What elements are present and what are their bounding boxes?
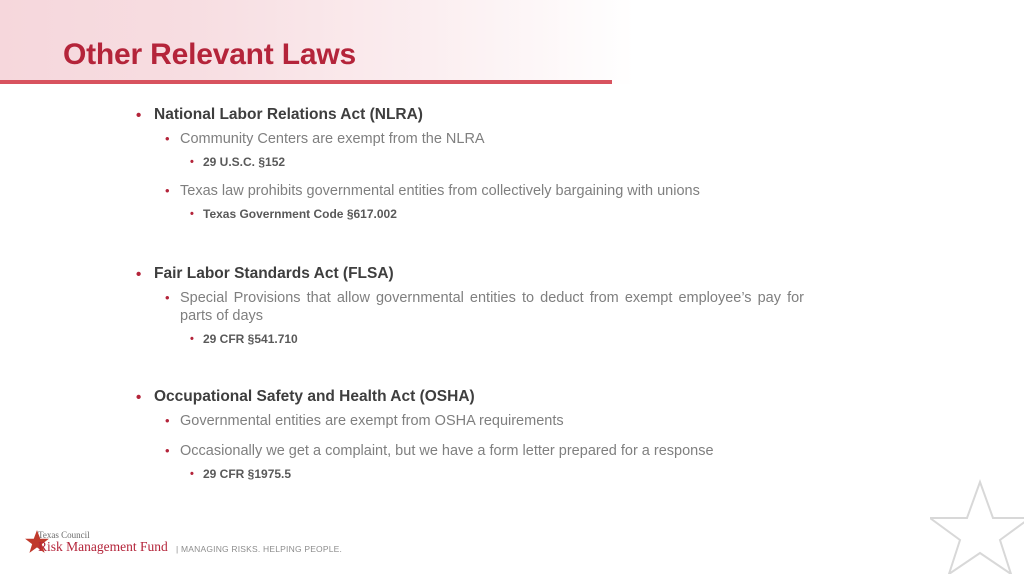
bullet-icon: • xyxy=(165,131,170,146)
footer-logo xyxy=(24,525,343,563)
page-title: Other Relevant Laws xyxy=(63,38,356,71)
bullet-nlra-exempt xyxy=(0,130,1024,148)
citation-tgc-617 xyxy=(0,206,1024,222)
decorative-star-outline-icon xyxy=(930,478,1024,574)
spacer xyxy=(0,430,1024,442)
citation-cfr-541 xyxy=(0,331,1024,347)
spacer xyxy=(0,347,1024,387)
section-heading-text: Occupational Safety and Health Act (OSHA) xyxy=(154,388,475,405)
bullet-text: Governmental entities are exempt from OSHA requirements xyxy=(180,413,564,429)
bullet-icon: • xyxy=(136,389,142,406)
header-underline-rule xyxy=(0,80,612,84)
bullet-icon: • xyxy=(190,333,194,345)
bullet-text: Community Centers are exempt from the NLRA xyxy=(180,131,485,147)
bullet-text: Texas law prohibits governmental entities from collectively bargaining with unions xyxy=(180,183,700,199)
section-heading-nlra xyxy=(0,105,1024,124)
bullet-icon: • xyxy=(165,183,170,198)
bullet-icon: • xyxy=(165,290,170,305)
bullet-icon: • xyxy=(190,156,194,168)
bullet-flsa-special-provisions xyxy=(0,289,1024,325)
logo-org-name: Texas Council xyxy=(38,530,90,540)
bullet-texas-bargaining xyxy=(0,182,1024,200)
bullet-osha-complaint xyxy=(0,442,1024,460)
bullet-icon: • xyxy=(165,443,170,458)
section-heading-text: Fair Labor Standards Act (FLSA) xyxy=(154,265,394,282)
citation-text: 29 CFR §541.710 xyxy=(203,332,298,346)
section-heading-osha xyxy=(0,387,1024,406)
logo-tagline: | MANAGING RISKS. HELPING PEOPLE. xyxy=(176,544,343,554)
citation-text: 29 U.S.C. §152 xyxy=(203,155,286,169)
spacer xyxy=(0,170,1024,182)
bullet-text: Occasionally we get a complaint, but we have a form letter prepared for a response xyxy=(180,443,714,459)
citation-cfr-1975 xyxy=(0,466,1024,482)
bullet-osha-exempt xyxy=(0,412,1024,430)
slide-body xyxy=(0,105,1024,482)
spacer xyxy=(0,222,1024,264)
bullet-text: Special Provisions that allow governmental entities to deduct from exempt employee’s pay for parts of days xyxy=(180,290,804,324)
citation-usc-152 xyxy=(0,154,1024,170)
logo-fund-name: Risk Management Fund xyxy=(38,539,168,554)
citation-text: 29 CFR §1975.5 xyxy=(203,467,292,481)
citation-text: Texas Government Code §617.002 xyxy=(203,207,397,221)
bullet-icon: • xyxy=(190,468,194,480)
section-heading-flsa xyxy=(0,264,1024,283)
bullet-icon: • xyxy=(136,107,142,124)
bullet-icon: • xyxy=(190,208,194,220)
section-heading-text: National Labor Relations Act (NLRA) xyxy=(154,106,423,123)
bullet-icon: • xyxy=(136,266,142,283)
bullet-icon: • xyxy=(165,413,170,428)
